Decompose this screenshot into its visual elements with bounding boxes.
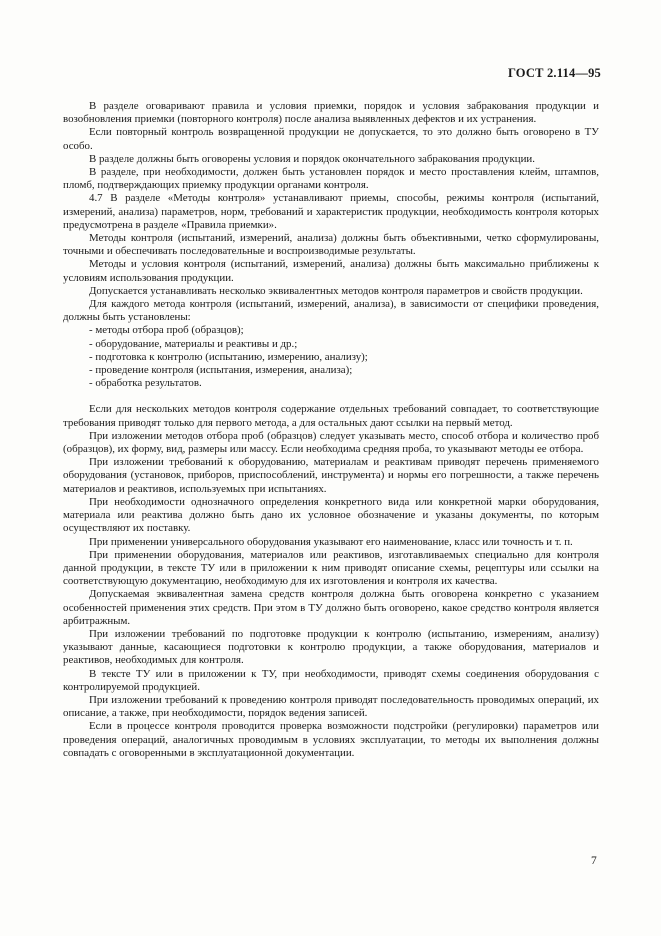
requirements-list <box>63 324 599 390</box>
page-number: 7 <box>591 855 597 867</box>
paragraph: При изложении требований к проведению контроля приводят последовательность проводимых операций, их описание, а также, при необходимости, порядок ведения записей. <box>63 693 599 720</box>
paragraph: В разделе должны быть оговорены условия и порядок окончательного забракования продукции. <box>89 152 535 165</box>
list-item: - подготовка к контролю (испытанию, измерению, анализу); <box>89 350 368 363</box>
paragraph: В тексте ТУ или в приложении к ТУ, при необходимости, приводят схемы соединения оборудования с контролируемой продукцией. <box>63 667 599 693</box>
paragraph: При применении оборудования, материалов или реактивов, изготавливаемых специально для контроля данной продукции, в тексте ТУ или в приложении к ним приводят описание схемы, рецептуры или ссылки на соответствующую документацию, необходимую для их изготовления и контроля их качества. <box>63 548 599 588</box>
paragraph: В разделе оговаривают правила и условия приемки, порядок и условия забракования продукции и возобновления приемки (повторного контроля) после анализа выявленных дефектов и их устранения. <box>63 100 599 126</box>
paragraph: При применении универсального оборудования указывают его наименование, класс или точность и т. п. <box>89 535 573 548</box>
paragraph: Допускаемая эквивалентная замена средств контроля должна быть оговорена конкретно с указанием особенностей применения этих средств. При этом в ТУ должно быть оговорено, какое средство контроля является арбитражным. <box>63 588 599 627</box>
paragraph: Методы и условия контроля (испытаний, измерений, анализа) должны быть максимально приближены к условиям использования продукции. <box>63 258 599 284</box>
paragraph: При изложении требований по подготовке продукции к контролю (испытанию, измерениям, анализу) указывают данные, касающиеся подготовки к контролю продукции, а также оборудования, материалов и реактивов, необходимых для контроля. <box>63 627 599 667</box>
paragraph: При необходимости однозначного определения конкретного вида или конкретной марки оборудования, материала или реактива должно быть дано их условное обозначение и указаны документы, по которым осуществляют их поставку. <box>63 495 599 535</box>
list-item: - оборудование, материалы и реактивы и др.; <box>89 337 298 350</box>
list-item: - проведение контроля (испытания, измерения, анализа); <box>89 364 353 377</box>
document-body <box>63 100 599 760</box>
paragraph: Если для нескольких методов контроля содержание отдельных требований совпадает, то соответствующие требования приводят только для первого метода, а для остальных дают ссылки на первый метод. <box>63 403 599 429</box>
paragraph: Если повторный контроль возвращенной продукции не допускается, то это должно быть оговорено в ТУ особо. <box>63 126 599 152</box>
list-item: - обработка результатов. <box>89 377 202 390</box>
paragraph: При изложении методов отбора проб (образцов) следует указывать место, способ отбора и количество проб (образцов), их форму, вид, размеры или массу. Если необходима средняя проба, то указывают методы ее отбора. <box>63 429 599 456</box>
document-code-header: ГОСТ 2.114—95 <box>507 66 601 80</box>
paragraph: При изложении требований к оборудованию, материалам и реактивам приводят перечень применяемого оборудования (установок, приборов, приспособлений, инструмента) и нормы его погрешности, а также перечень материалов и реактивов, используемых при испытаниях. <box>63 456 599 495</box>
paragraph: Допускается устанавливать несколько эквивалентных методов контроля параметров и свойств продукции. <box>89 284 583 297</box>
paragraph: В разделе, при необходимости, должен быть установлен порядок и место проставления клейм, штампов, пломб, подтверждающих приемку продукции органами контроля. <box>63 166 599 192</box>
list-item: - методы отбора проб (образцов); <box>89 324 244 337</box>
section-4-7-paragraph: 4.7 В разделе «Методы контроля» устанавливают приемы, способы, режимы контроля (испытаний, измерений, анализа) параметров, норм, требований и характеристик продукции, необходимость контроля которых предусмотрена в разделе «Правила приемки». <box>63 192 599 231</box>
paragraph: Для каждого метода контроля (испытаний, измерений, анализа), в зависимости от специфики проведения, должны быть установлены: <box>63 298 599 324</box>
paragraph: Методы контроля (испытаний, измерений, анализа) должны быть объективными, четко сформулированы, точными и обеспечивать последовательные и воспроизводимые результаты. <box>63 232 599 258</box>
paragraph: Если в процессе контроля проводится проверка возможности подстройки (регулировки) параметров или проведения операций, аналогичных проводимым в условиях эксплуатации, то методы их выполнения должны совпадать с оговоренными в эксплуатационной документации. <box>63 720 599 759</box>
